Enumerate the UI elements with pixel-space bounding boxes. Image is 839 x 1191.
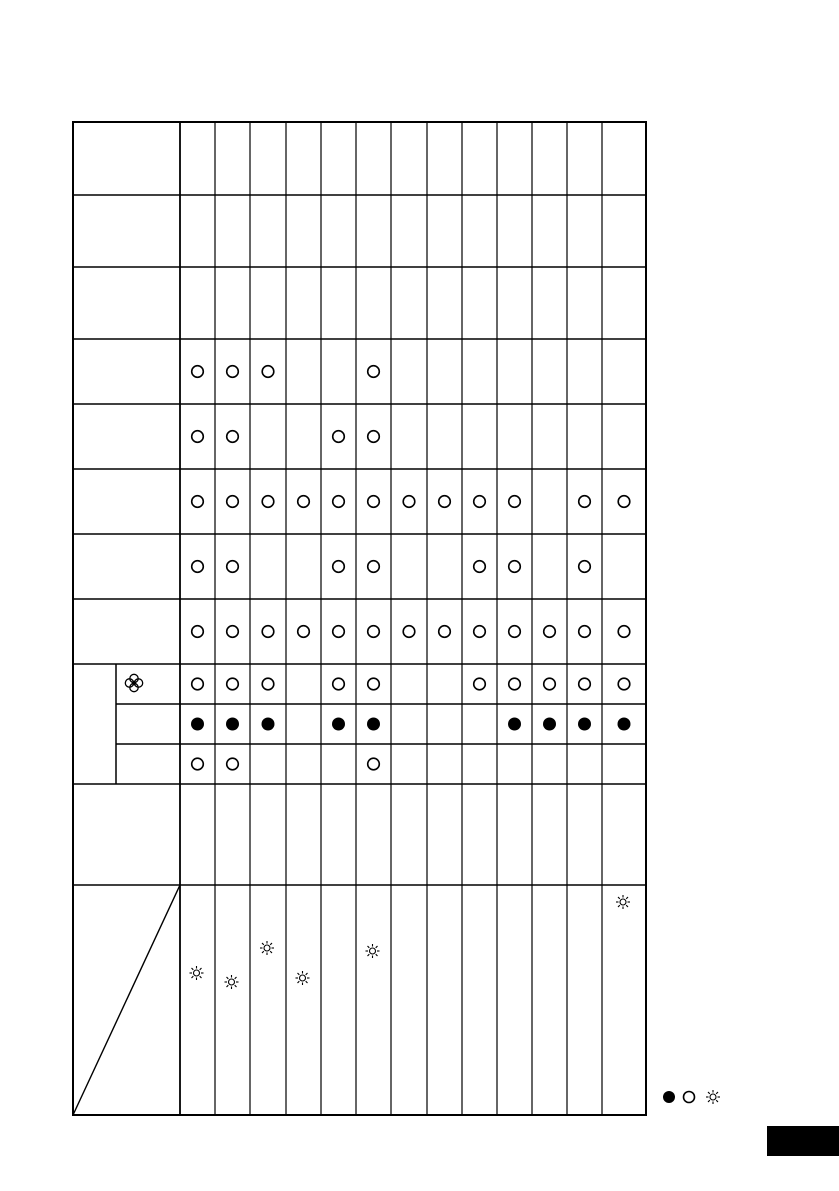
hollow-circle-icon [333,431,345,443]
legend-hollow-circle-icon [684,1092,695,1103]
legend-sun-icon [706,1090,720,1104]
filled-circle-icon [508,718,521,731]
hollow-circle-icon [227,561,239,573]
hollow-circle-icon [192,678,204,690]
hollow-circle-icon [192,431,204,443]
hollow-circle-icon [439,626,451,638]
hollow-circle-icon [298,496,310,508]
hollow-circle-icon [333,626,345,638]
hollow-circle-icon [368,758,380,770]
hollow-circle-icon [227,758,239,770]
hollow-circle-icon [333,496,345,508]
hollow-circle-icon [474,561,486,573]
hollow-circle-icon [509,496,521,508]
hollow-circle-icon [509,626,521,638]
hollow-circle-icon [439,496,451,508]
hollow-circle-icon [227,431,239,443]
filled-circle-icon [262,718,275,731]
legend-filled-circle-icon [663,1091,675,1103]
hollow-circle-icon [192,758,204,770]
hollow-circle-icon [227,678,239,690]
sun-icon [190,966,204,980]
hollow-circle-icon [368,561,380,573]
page-tab [767,1126,839,1156]
hollow-circle-icon [403,496,415,508]
hollow-circle-icon [227,496,239,508]
hollow-circle-icon [474,678,486,690]
hollow-circle-icon [262,678,274,690]
filled-circle-icon [543,718,556,731]
hollow-circle-icon [474,496,486,508]
hollow-circle-icon [368,626,380,638]
hollow-circle-icon [509,561,521,573]
hollow-circle-icon [618,678,630,690]
hollow-circle-icon [509,678,521,690]
hollow-circle-icon [368,678,380,690]
sun-icon [225,975,239,989]
hollow-circle-icon [333,678,345,690]
sun-icon [616,895,630,909]
hollow-circle-icon [333,561,345,573]
fan-icon [125,674,142,691]
hollow-circle-icon [618,626,630,638]
hollow-circle-icon [544,626,556,638]
hollow-circle-icon [618,496,630,508]
hollow-circle-icon [192,496,204,508]
filled-circle-icon [578,718,591,731]
sun-icon [366,944,380,958]
hollow-circle-icon [298,626,310,638]
hollow-circle-icon [579,678,591,690]
hollow-circle-icon [579,496,591,508]
hollow-circle-icon [262,496,274,508]
hollow-circle-icon [262,626,274,638]
hollow-circle-icon [227,626,239,638]
hollow-circle-icon [227,366,239,378]
hollow-circle-icon [579,626,591,638]
hollow-circle-icon [368,366,380,378]
hollow-circle-icon [368,431,380,443]
legend [658,1086,728,1108]
hollow-circle-icon [579,561,591,573]
sun-icon [260,941,274,955]
hollow-circle-icon [192,626,204,638]
hollow-circle-icon [403,626,415,638]
table-frame [73,122,646,1115]
filled-circle-icon [191,718,204,731]
filled-circle-icon [618,718,631,731]
filled-circle-icon [226,718,239,731]
hollow-circle-icon [192,366,204,378]
diagonal-line [73,885,180,1115]
filled-circle-icon [332,718,345,731]
hollow-circle-icon [262,366,274,378]
hollow-circle-icon [474,626,486,638]
hollow-circle-icon [368,496,380,508]
filled-circle-icon [367,718,380,731]
hollow-circle-icon [544,678,556,690]
sun-icon [296,971,310,985]
hollow-circle-icon [192,561,204,573]
